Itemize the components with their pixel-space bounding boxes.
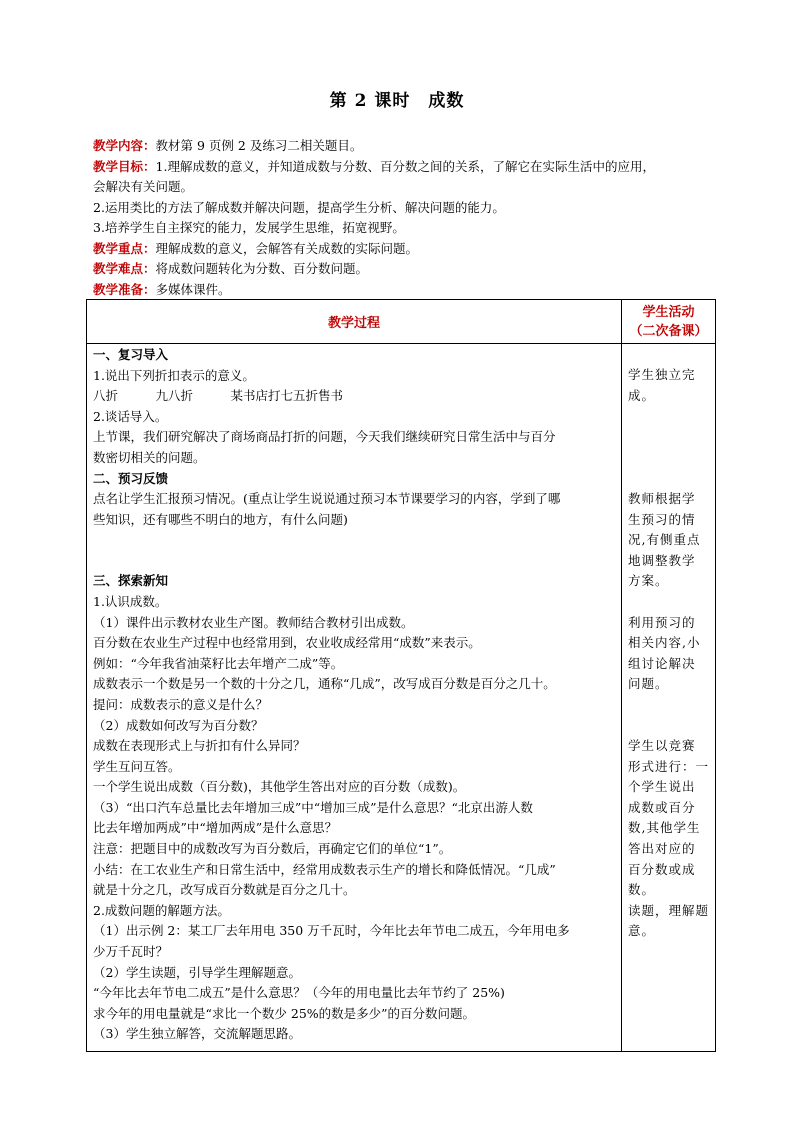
goals-label: 教学目标： (93, 158, 156, 174)
process-line: 1.说出下列折扣表示的意义。 (93, 367, 255, 383)
process-line: （3）学生独立解答，交流解题思路。 (93, 1026, 301, 1042)
process-line: 些知识，还有哪些不明白的地方，有什么问题) (93, 511, 348, 527)
activity-note-line: 学生以竞赛 (628, 738, 696, 753)
activity-note-line: 成数或百分 (628, 800, 696, 815)
process-line: （2）学生读题，引导学生理解题意。 (93, 964, 301, 980)
activity-note-line: 学生独立完 (628, 367, 696, 382)
title-lesson-number: 第 2 课时 (329, 91, 411, 111)
process-line: 就是十分之几，改写成百分数就是百分之几十。 (93, 882, 356, 898)
table-header-activity (622, 300, 715, 343)
process-line: （3）“出口汽车总量比去年增加三成”中“增加三成”是什么意思？“北京出游人数 (93, 799, 533, 815)
table-header-process: 教学过程 (327, 316, 380, 331)
process-line: 2.成数问题的解题方法。 (93, 902, 230, 918)
process-line: 注意：把题目中的成数改写为百分数后，再确定它们的单位“1”。 (93, 841, 452, 857)
difficult-label: 教学难点： (93, 261, 156, 276)
process-line: 2.谈话导入。 (93, 408, 168, 424)
process-line: 点名让学生汇报预习情况。(重点让学生说说通过预习本节课要学习的内容，学到了哪 (93, 491, 561, 507)
table-column-divider (621, 300, 622, 1051)
activity-note-line: 答出对应的 (628, 841, 696, 856)
process-line: 例如：“今年我省油菜籽比去年增产二成”等。 (93, 655, 344, 671)
activity-note-line: 地调整教学 (628, 553, 696, 568)
teaching-process-column (93, 345, 617, 1045)
difficult-text: 将成数问题转化为分数、百分数问题。 (155, 261, 369, 276)
activity-note-line: 数。 (628, 882, 656, 897)
process-line: 学生互问互答。 (93, 758, 181, 774)
activity-note-line: 方案。 (628, 573, 669, 588)
goal1-line1: 1.理解成数的意义，并知道成数与分数、百分数之间的关系，了解它在实际生活中的应用， (155, 158, 655, 174)
meta-difficult-row (93, 259, 723, 280)
process-line: 一个学生说出成数（百分数)，其他学生答出对应的百分数（成数)。 (93, 779, 466, 795)
process-line: “今年比去年节电二成五”是什么意思？（今年的用电量比去年节约了 25%) (93, 985, 505, 1001)
process-line: 数密切相关的问题。 (93, 449, 206, 465)
meta-key-row (93, 239, 723, 260)
activity-note-line: 组讨论解决 (628, 656, 696, 671)
process-line: 比去年增加两成”中“增加两成”是什么意思？ (93, 820, 338, 836)
goal2: 2.运用类比的方法了解成数并解决问题，提高学生分析、解决问题的能力。 (93, 199, 505, 215)
table-header-divider (87, 343, 715, 344)
section-heading: 二、预习反馈 (93, 470, 169, 486)
activity-note-line: 问题。 (628, 676, 669, 691)
header-activity-line1: 学生活动 (642, 304, 695, 320)
process-line: 百分数在农业生产过程中也经常用到，农业收成经常用“成数”来表示。 (93, 635, 481, 651)
meta-goals-row (93, 157, 723, 178)
process-line: 提问：成数表示的意义是什么？ (93, 696, 269, 712)
lesson-table (86, 299, 716, 1052)
activity-note-line: 个学生说出 (628, 779, 696, 794)
activity-note-line: 成。 (628, 388, 656, 403)
process-line: 八折 九八折 某书店打七五折售书 (93, 388, 344, 404)
goal3: 3.培养学生自主探究的能力，发展学生思维，拓宽视野。 (93, 220, 405, 235)
content-text: 教材第 9 页例 2 及练习二相关题目。 (155, 138, 363, 153)
section-heading: 一、复习导入 (93, 347, 169, 362)
lesson-meta (93, 136, 723, 300)
activity-note-line: 生预习的情 (628, 512, 696, 527)
process-line: 求今年的用电量就是“求比一个数少 25%的数是多少”的百分数问题。 (93, 1005, 476, 1021)
prep-label: 教学准备： (93, 281, 156, 297)
page-title (0, 86, 794, 111)
activity-note-line: 读题，理解题 (628, 903, 710, 918)
activity-note-line: 形式进行：一 (628, 759, 710, 774)
process-line: 少万千瓦时？ (93, 944, 169, 960)
activity-note-line: 利用预习的 (628, 615, 696, 630)
activity-note-line: 教师根据学 (628, 491, 696, 506)
process-line: 小结：在工农业生产和日常生活中，经常用成数表示生产的增长和降低情况。“几成” (93, 861, 556, 877)
meta-content-row (93, 136, 723, 157)
header-activity-line2: （二次备课） (629, 323, 708, 339)
blank-line (93, 530, 617, 571)
activity-note-line: 意。 (628, 923, 656, 938)
key-text: 理解成数的意义，会解答有关成数的实际问题。 (155, 240, 419, 256)
prep-text: 多媒体课件。 (155, 281, 231, 297)
activity-note-line: 百分数或成 (628, 862, 696, 877)
process-line: （1）出示例 2：某工厂去年用电 350 万千瓦时，今年比去年节电二成五，今年用电多 (93, 923, 570, 939)
process-line: 1.认识成数。 (93, 593, 168, 609)
process-line: 上节课，我们研究解决了商场商品打折的问题，今天我们继续研究日常生活中与百分 (93, 429, 556, 445)
process-line: （1）课件出示教材农业生产图。教师结合教材引出成数。 (93, 614, 414, 630)
title-topic: 成数 (428, 91, 465, 111)
process-line: 成数在表现形式上与折扣有什么异同？ (93, 738, 306, 754)
activity-note-line: 相关内容,小 (628, 635, 701, 650)
activity-note-line: 数,其他学生 (628, 820, 701, 835)
activity-note-line: 况,有侧重点 (628, 532, 701, 547)
key-label: 教学重点： (93, 240, 156, 256)
meta-prep-row (93, 280, 723, 301)
goal1-line2: 会解决有关问题。 (93, 179, 194, 194)
section-heading: 三、探索新知 (93, 573, 169, 589)
process-line: （2）成数如何改写为百分数？ (93, 717, 264, 733)
process-line: 成数表示一个数是另一个数的十分之几，通称“几成”，改写成百分数是百分之几十。 (93, 676, 556, 692)
content-label: 教学内容： (93, 138, 156, 153)
